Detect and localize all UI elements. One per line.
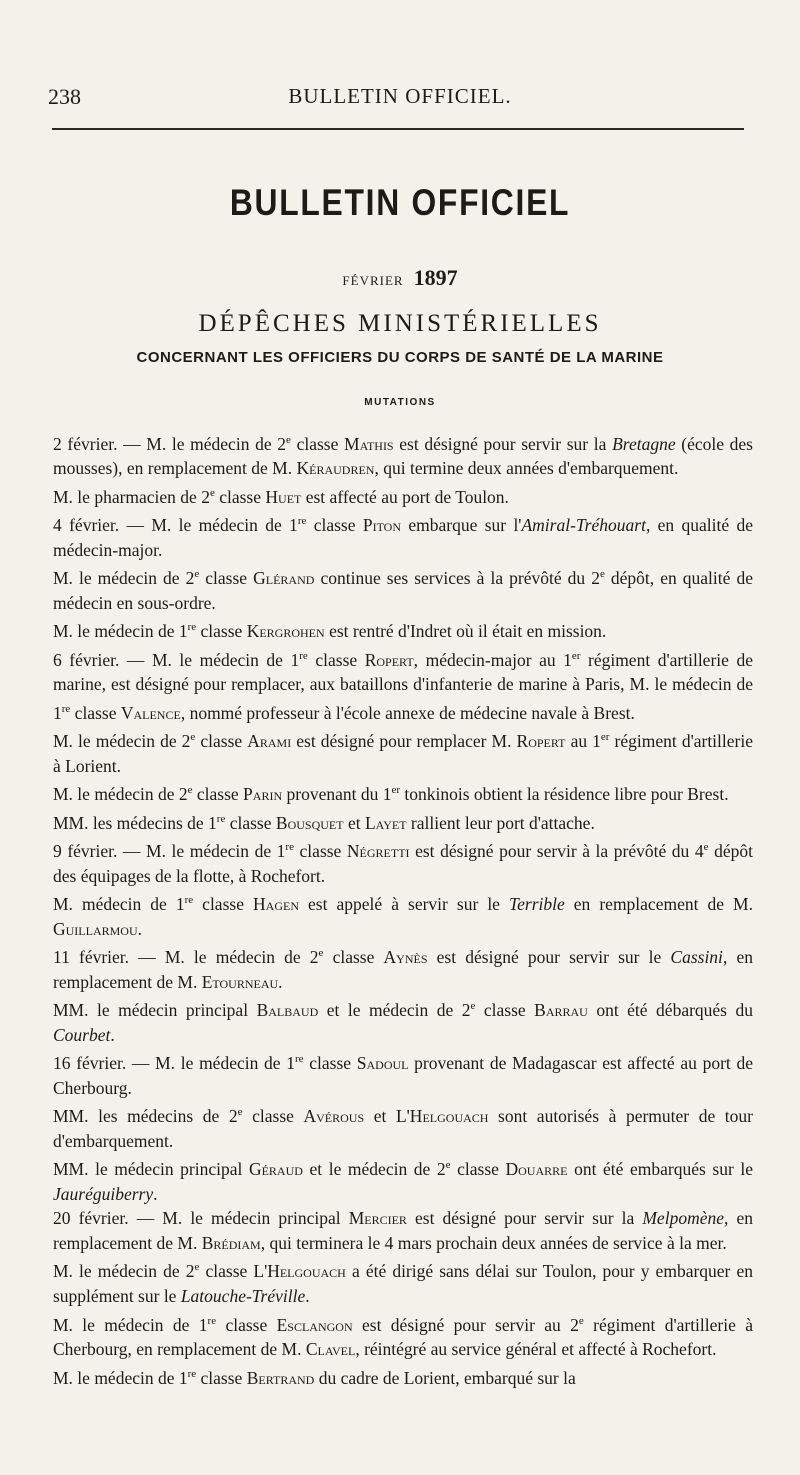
ship-name: Melpomène [642,1208,724,1229]
entry-text: et le médecin de 2 [318,1000,471,1021]
officer-name: Barrau [534,1000,588,1021]
mutation-entry [53,1362,753,1390]
entry-text: classe [225,812,276,833]
entry-text: re [207,1314,217,1327]
mutation-entry [53,835,758,888]
mutation-entry [53,1047,758,1100]
mutation-entry [53,807,753,835]
mutations-heading: MUTATIONS [364,397,436,408]
entry-text: e [190,731,196,744]
ship-name: Cassini [670,947,723,968]
mutation-entry [53,941,758,994]
entry-text: tonkinois obtient la résidence libre pour Brest. [400,784,729,805]
entry-text: ont été embarqués sur le [567,1159,758,1180]
entry-text: e [286,434,291,446]
entry-text: est affecté au port de Toulon. [301,486,509,507]
officer-name: Piton [362,515,402,536]
entry-text: est désigné pour servir sur le [427,947,671,968]
entry-text: , médecin-major au 1 [413,649,572,670]
entry-text: classe [475,1000,535,1021]
entry-text: classe [196,621,247,642]
entry-text: M. médecin de 1 [53,894,185,915]
entry-text: continue ses services à la prévôté du 2 [314,568,600,589]
officer-name: Glérand [253,568,315,589]
mutation-entry [53,994,758,1047]
entry-text: , en remplacement de M. [53,947,758,992]
page-number: 238 [48,84,81,109]
officer-name: Clavel [305,1338,356,1359]
entry-text: et [343,812,365,833]
entry-text: re [61,702,71,715]
date-line [0,265,800,291]
mutation-entry [53,1255,758,1308]
entry-text: est rentré d'Indret où il était en mission. [324,621,607,642]
mutation-entry [53,562,758,615]
entry-text: e [187,784,193,797]
entry-text: e [578,1314,584,1327]
entry-text: e [599,568,605,581]
entry-text: classe [196,1367,247,1388]
ship-name: Terrible [508,894,565,915]
entry-text: et [364,1106,396,1127]
entry-text: 4 février. — M. le médecin de 1 [53,515,298,536]
ship-name: Bretagne [612,433,676,454]
ship-name: Amiral-Tréhouart [521,515,646,536]
entry-text: re [295,1053,304,1066]
entry-text: en remplacement de M. [564,894,758,915]
entry-text: , qui terminera le 4 mars prochain deux années de service à la mer. [260,1232,727,1253]
officer-name: Esclangon [276,1314,353,1335]
section-title: DÉPÊCHES MINISTÉRIELLES [198,310,602,337]
officer-name: Balbaud [256,1000,319,1021]
entry-text: M. le médecin de 1 [53,1314,208,1335]
entry-text: embarque sur l' [401,515,522,536]
entry-text: 2 février. — M. le médecin de 2 [53,433,287,454]
entry-text: , nommé professeur à l'école annexe de médecine navale à Brest. [180,702,635,723]
entry-text: ont été débarqués du [587,1000,758,1021]
entry-text: M. le médecin de 2 [53,731,191,752]
entry-text: provenant de Madagascar est affecté au port de Cherbourg. [53,1053,758,1098]
entry-text: 16 février. — M. le médecin de 1 [53,1053,296,1074]
date-month: FÉVRIER [342,273,404,288]
entry-text: classe [214,486,266,507]
bulletin-title: BULLETIN OFFICIEL [229,182,571,223]
officer-name: Hagen [253,894,299,915]
entry-text: e [318,947,324,960]
mutation-entry [53,778,753,806]
entry-text: M. le médecin de 2 [53,1261,195,1282]
officer-name: Parin [243,784,283,805]
entry-text: re [187,621,197,634]
entry-text: , en qualité de médecin-major. [53,515,758,560]
entry-text: est appelé à servir sur le [298,894,509,915]
entry-text: classe [293,841,347,862]
entry-text: re [216,812,226,825]
entry-text: e [194,1261,200,1274]
entry-text: dépôt, en qualité de médecin en sous-ordre. [53,568,758,613]
entry-text: er [600,731,610,744]
mutation-entry [53,1309,758,1362]
mutation-entry [53,481,753,509]
entry-text: dépôt des équipages de la flotte, à Rochefort. [53,841,758,886]
entry-text: 9 février. — M. le médecin de 1 [53,841,286,862]
entry-text: , qui termine deux années d'embarquement. [374,458,679,479]
officer-name: Bousquet [275,812,344,833]
entry-text: rallient leur port d'attache. [406,812,595,833]
officer-name: Valence [120,702,181,723]
mutation-entry [53,428,758,481]
officer-name: Ropert [516,731,566,752]
entry-text: classe [195,731,248,752]
mutation-entry [53,644,758,725]
entry-text: est désigné pour servir à la prévôté du 4 [409,841,704,862]
officer-name: Kéraudren [296,458,375,479]
mutation-entry [53,1100,758,1153]
entry-text: classe [450,1159,506,1180]
ship-name: Jauréguiberry [53,1183,154,1204]
entry-text: e [470,1000,476,1013]
body-text [53,428,758,1390]
officer-name: Guillarmou [53,918,138,939]
officer-name: Etourneau [201,971,279,992]
mutation-entry [53,1206,758,1255]
entry-text: régiment d'artillerie à Cherbourg, en remplacement de M. [53,1314,758,1359]
entry-text: e [237,1106,243,1119]
officer-name: Mathis [344,433,394,454]
entry-text: est désigné pour servir sur la [406,1208,643,1229]
entry-text: . [278,971,283,992]
entry-text: régiment d'artillerie à Lorient. [53,731,758,776]
mutation-entry [53,725,758,778]
entry-text: MM. le médecin principal [53,1159,249,1180]
entry-text: classe [192,784,244,805]
entry-text: classe [216,1314,277,1335]
entry-text: classe [242,1106,304,1127]
entry-text: M. le pharmacien de 2 [53,486,210,507]
officer-name: Bertrand [246,1367,315,1388]
entry-text: e [194,568,200,581]
entry-text: e [703,841,709,854]
entry-text: e [209,487,215,500]
running-title: BULLETIN OFFICIEL. [288,84,512,108]
entry-text: MM. les médecins de 2 [53,1106,238,1127]
entry-text: 6 février. — M. le médecin de 1 [53,649,300,670]
entry-text: MM. les médecins de 1 [53,812,217,833]
entry-text: classe [290,433,345,454]
officer-name: Douarre [505,1159,568,1180]
officer-name: Négretti [346,841,410,862]
ship-name: Latouche-Tréville [180,1285,306,1306]
mutation-entry [53,1153,758,1206]
entry-text: . [305,1285,310,1306]
date-year: 1897 [413,265,458,290]
entry-text: (école des mousses), en remplacement de M. [53,433,758,479]
entry-text: 11 février. — M. le médecin de 2 [53,947,319,968]
entry-text: est désigné pour servir au 2 [352,1314,579,1335]
entry-text: 20 février. — M. le médecin principal [53,1208,349,1229]
entry-text: er [391,784,401,797]
header-rule [52,128,744,130]
entry-text: re [285,841,294,854]
officer-name: Ropert [364,649,414,670]
entry-text: re [299,649,308,662]
entry-text: classe [70,702,121,723]
entry-text: est désigné pour remplacer M. [291,731,517,752]
entry-text: , réintégré au service général et affecté à Rochefort. [355,1338,717,1359]
officer-name: Géraud [248,1159,303,1180]
entry-text: . [110,1024,115,1045]
officer-name: Aynès [383,947,428,968]
entry-text: re [184,894,194,907]
entry-text: . [153,1183,158,1204]
entry-text: classe [199,568,254,589]
entry-text: classe [306,515,363,536]
entry-text: provenant du 1 [282,784,392,805]
officer-name: Brédiam [201,1232,261,1253]
officer-name: Layet [364,812,407,833]
mutation-entry [53,888,758,941]
entry-text: . [137,918,143,939]
officer-name: Avérous [303,1106,365,1127]
mutation-entry [53,615,753,643]
officer-name: Mercier [348,1208,407,1229]
officer-name: L'Helgouach [395,1106,489,1127]
entry-text: e [445,1159,451,1172]
entry-text: au 1 [565,731,601,752]
entry-text: , en remplacement de M. [53,1208,758,1253]
officer-name: Huet [265,486,302,507]
ship-name: Courbet [53,1024,111,1045]
entry-text: est désigné pour servir sur la [393,433,613,454]
entry-text: classe [323,947,384,968]
entry-text: MM. le médecin principal [53,1000,257,1021]
entry-text: du cadre de Lorient, embarqué sur la [314,1367,576,1388]
officer-name: L'Helgouach [253,1261,346,1282]
entry-text: sont autorisés à permuter de tour d'embarquement. [53,1106,758,1151]
officer-name: Arami [247,731,292,752]
entry-text: et le médecin de 2 [302,1159,446,1180]
entry-text: re [187,1367,197,1380]
entry-text: M. le médecin de 2 [53,568,195,589]
section-subtitle: CONCERNANT LES OFFICIERS DU CORPS DE SANTÉ DE LA MARINE [136,349,664,366]
entry-text: a été dirigé sans délai sur Toulon, pour y embarquer en supplément sur le [53,1261,758,1306]
entry-text: M. le médecin de 1 [53,621,188,642]
entry-text: M. le médecin de 2 [53,784,188,805]
entry-text: er [571,649,581,662]
officer-name: Kergrohen [246,621,325,642]
entry-text: M. le médecin de 1 [53,1367,188,1388]
entry-text: régiment d'artillerie de marine, est désigné pour remplacer, aux bataillons d'infanterie de marine à Paris, M. le médecin de 1 [53,649,758,723]
entry-text: classe [307,649,365,670]
entry-text: classe [303,1053,357,1074]
mutation-entry [53,509,758,562]
running-head [48,84,752,114]
entry-text: classe [199,1261,254,1282]
officer-name: Sadoul [356,1053,409,1074]
entry-text: re [297,515,307,528]
entry-text: classe [193,894,254,915]
